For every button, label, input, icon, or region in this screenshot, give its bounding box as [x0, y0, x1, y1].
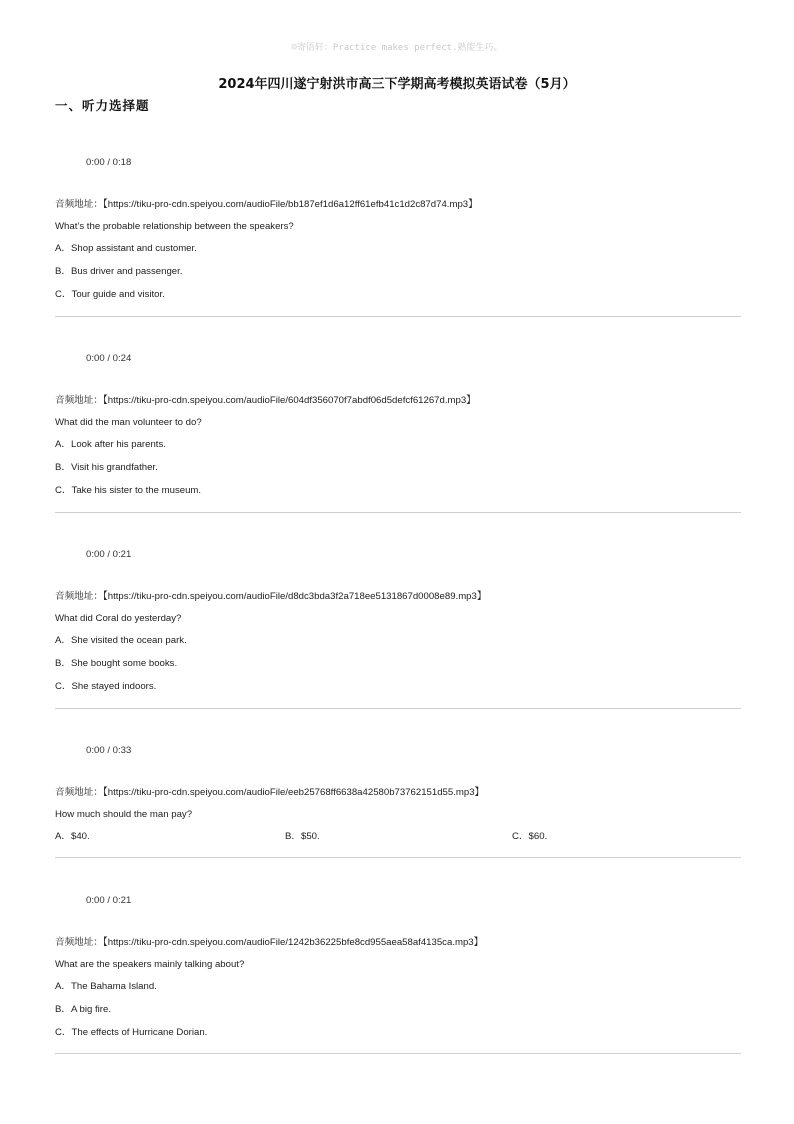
option-b: B．She bought some books.	[55, 658, 178, 669]
audio-url[interactable]	[55, 396, 476, 406]
option-c: C．Take his sister to the museum.	[55, 485, 202, 496]
question-stem: What did Coral do yesterday?	[55, 613, 182, 624]
option-a: A．$40.	[55, 831, 90, 842]
audio-link[interactable]: 【https://tiku-pro-cdn.speiyou.com/audioFile/604df356070f7abdf06d5defcf61267d.mp3】	[102, 395, 476, 406]
audio-url[interactable]	[55, 938, 483, 948]
option-b: B．Visit his grandfather.	[55, 462, 158, 473]
audio-link[interactable]: 【https://tiku-pro-cdn.speiyou.com/audioFile/eeb25768ff6638a42580b73762151d55.mp3】	[102, 787, 485, 798]
audio-label: 音频地址：	[55, 787, 103, 798]
audio-label: 音频地址：	[55, 591, 103, 602]
audio-url[interactable]	[55, 200, 478, 210]
option-b: B．A big fire.	[55, 1004, 111, 1015]
option-a: A．Look after his parents.	[55, 439, 166, 450]
audio-label: 音频地址：	[55, 937, 103, 948]
question-stem: What are the speakers mainly talking about?	[55, 959, 245, 970]
option-c: C．Tour guide and visitor.	[55, 289, 165, 300]
audio-label: 音频地址：	[55, 395, 103, 406]
audio-label: 音频地址：	[55, 199, 103, 210]
option-a: A．Shop assistant and customer.	[55, 243, 197, 254]
page-title: 2024年四川遂宁射洪市高三下学期高考模拟英语试卷（5月）	[218, 77, 576, 92]
option-a: A．She visited the ocean park.	[55, 635, 187, 646]
audio-url[interactable]	[55, 592, 486, 602]
divider	[55, 316, 741, 317]
question-block	[55, 550, 741, 710]
option-b: B．$50.	[285, 831, 320, 842]
divider	[55, 1053, 741, 1054]
question-stem: What did the man volunteer to do?	[55, 417, 202, 428]
question-block	[55, 158, 741, 318]
audio-time[interactable]: 0:00 / 0:21	[86, 895, 132, 906]
question-block	[55, 746, 741, 858]
divider	[55, 708, 741, 709]
question-block	[55, 354, 741, 514]
audio-link[interactable]: 【https://tiku-pro-cdn.speiyou.com/audioFile/bb187ef1d6a12ff61efb41c1d2c87d74.mp3】	[102, 199, 478, 210]
audio-time[interactable]: 0:00 / 0:18	[86, 157, 132, 168]
option-c: C．The effects of Hurricane Dorian.	[55, 1027, 208, 1038]
audio-link[interactable]: 【https://tiku-pro-cdn.speiyou.com/audioFile/d8dc3bda3f2a718ee5131867d0008e89.mp3】	[102, 591, 487, 602]
question-block	[55, 896, 741, 1056]
section-heading: 一、听力选择题	[55, 98, 150, 113]
audio-time[interactable]: 0:00 / 0:33	[86, 745, 132, 756]
question-stem: What’s the probable relationship between the speakers?	[55, 221, 294, 232]
audio-time[interactable]: 0:00 / 0:24	[86, 353, 132, 364]
divider	[55, 857, 741, 858]
option-b: B．Bus driver and passenger.	[55, 266, 183, 277]
option-c: C．$60.	[512, 831, 548, 842]
question-stem: How much should the man pay?	[55, 809, 193, 820]
audio-link[interactable]: 【https://tiku-pro-cdn.speiyou.com/audioFile/1242b36225bfe8cd955aea58af4135ca.mp3】	[102, 937, 484, 948]
option-a: A．The Bahama Island.	[55, 981, 157, 992]
option-c: C．She stayed indoors.	[55, 681, 157, 692]
audio-url[interactable]	[55, 788, 484, 798]
divider	[55, 512, 741, 513]
watermark: ☺寄语轩：Practice makes perfect.熟能生巧。	[291, 43, 503, 53]
audio-time[interactable]: 0:00 / 0:21	[86, 549, 132, 560]
